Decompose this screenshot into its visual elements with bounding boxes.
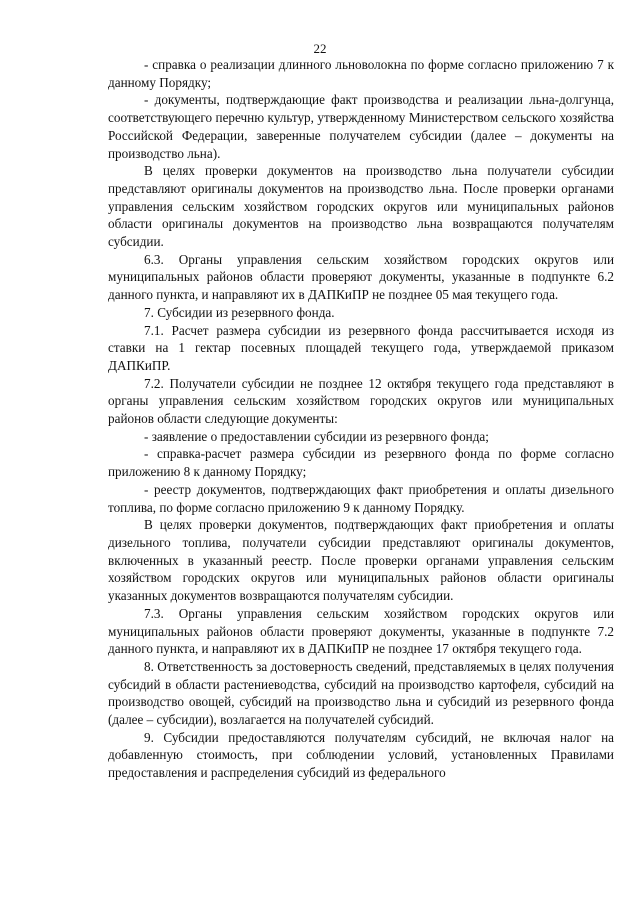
document-body bbox=[108, 56, 614, 782]
paragraph-7-2: 7.2. Получатели субсидии не позднее 12 октября текущего года представляют в органы управления сельским хозяйством городских округов или муниципальных районов области следующие документы: bbox=[108, 375, 614, 427]
paragraph-7-1: 7.1. Расчет размера субсидии из резервного фонда рассчитывается исходя из ставки на 1 гектар посевных площадей текущего года, утверждаемой приказом ДАПКиПР. bbox=[108, 322, 614, 373]
paragraph-7-3: 7.3. Органы управления сельским хозяйством городских округов или муниципальных районов области проверяют документы, указанные в подпункте 7.2 данного пункта, и направляют их в ДАПКиПР не позднее 17 октября текущего года. bbox=[108, 605, 614, 657]
paragraph-8: 8. Ответственность за достоверность сведений, представляемых в целях получения субсидий в области растениеводства, субсидий на производство картофеля, субсидий на производство овощей, субсидий на производство льна и субсидий из резервного фонда (далее – субсидии), возлагается на получателей субсидий. bbox=[108, 658, 614, 728]
paragraph-flax-originals-check: В целях проверки документов на производство льна получатели субсидии представляют оригиналы документов на производство льна. После проверки органами управления сельским хозяйством городских округов или муниципальных районов области оригиналы документов на производство льна возвращаются получателям субсидии. bbox=[108, 163, 614, 250]
paragraph-reserve-application: - заявление о предоставлении субсидии из резервного фонда; bbox=[144, 428, 489, 444]
paragraph-9: 9. Субсидии предоставляются получателям субсидий, не включая налог на добавленную стоимость, при соблюдении условий, установленных Правилами предоставления и распределения субсидий из федерального bbox=[108, 729, 614, 781]
page-number: 22 bbox=[313, 41, 327, 56]
paragraph-reserve-calculation: - справка-расчет размера субсидии из резервного фонда по форме согласно приложению 8 к данному Порядку; bbox=[108, 446, 614, 480]
paragraph-7-heading: 7. Субсидии из резервного фонда. bbox=[144, 304, 335, 320]
paragraph-flax-sales-certificate: - справка о реализации длинного льноволокна по форме согласно приложению 7 к данному Порядку; bbox=[108, 57, 614, 90]
paragraph-flax-production-documents: - документы, подтверждающие факт производства и реализации льна-долгунца, соответствующего перечню культур, утвержденному Министерством сельского хозяйства Российской Федерации, заверенные получателем субсидии (далее – документы на производство льна). bbox=[108, 92, 614, 161]
paragraph-fuel-originals-check: В целях проверки документов, подтверждающих факт приобретения и оплаты дизельного топлива, получатели субсидии представляют оригиналы документов, включенных в указанный реестр. После проверки органами управления сельским хозяйством городских округов или муниципальных районов области оригиналы указанных документов возвращаются получателям субсидии. bbox=[108, 517, 614, 604]
paragraph-fuel-register: - реестр документов, подтверждающих факт приобретения и оплаты дизельного топлива, по форме согласно приложению 9 к данному Порядку. bbox=[108, 481, 614, 515]
paragraph-6-3: 6.3. Органы управления сельским хозяйством городских округов или муниципальных районов области проверяют документы, указанные в подпункте 6.2 данного пункта, и направляют их в ДАПКиПР не позднее 05 мая текущего года. bbox=[108, 251, 614, 303]
